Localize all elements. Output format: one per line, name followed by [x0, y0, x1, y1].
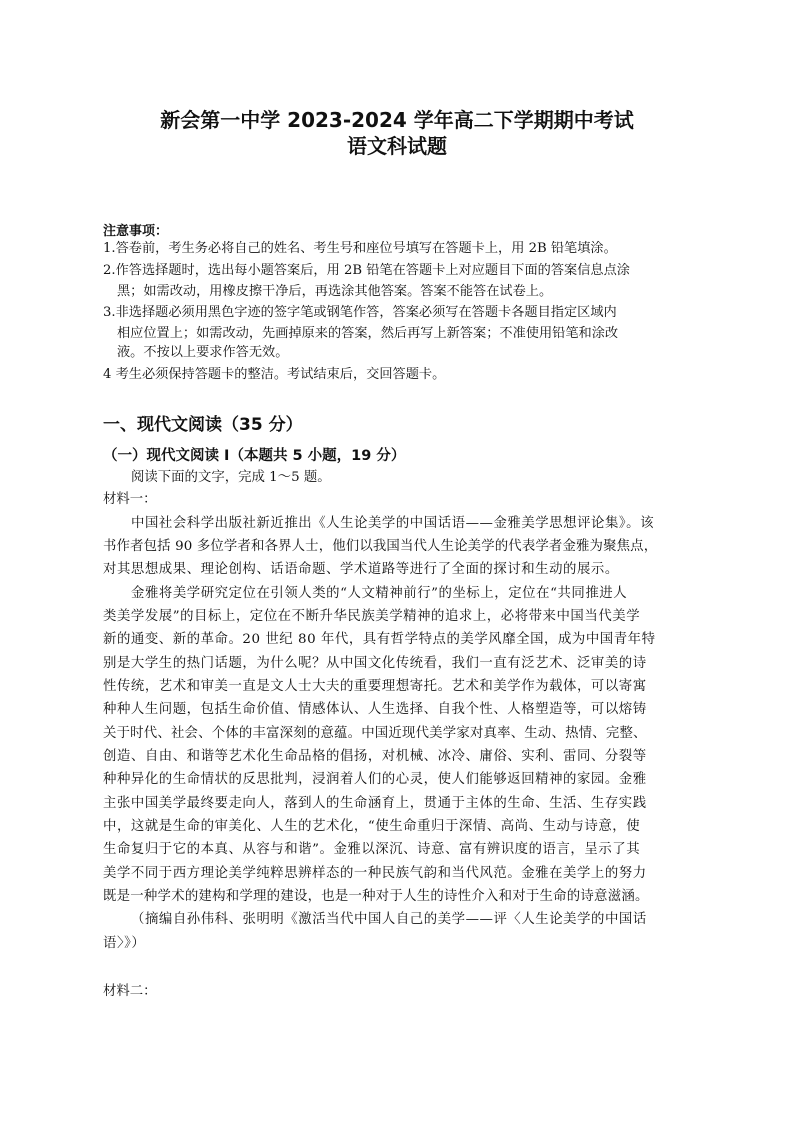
material-paragraph-line: 对其思想成果、理论创构、话语命题、学术道路等进行了全面的探讨和生动的展示。 — [103, 562, 619, 577]
notice-line: 3.非选择题必须用黑色字迹的签字笔或钢笔作答，答案必须写在答题卡各题目指定区域内 — [103, 305, 617, 320]
notice-heading: 注意事项： — [103, 224, 169, 239]
material-paragraph-line: 中，这就是生命的审美化、人生的艺术化，“使生命重归于深情、高尚、生动与诗意，使 — [103, 819, 641, 834]
material-paragraph-line: 种种人生问题，包括生命价值、情感体认、人生选择、自我个性、人格塑造等，可以熔铸 — [103, 702, 647, 717]
material-paragraph-line: 生命复归于它的本真、从容与和谐”。金雅以深沉、诗意、富有辨识度的语言，呈示了其 — [103, 842, 641, 857]
material-source: （摘编自孙伟科、张明明《激活当代中国人自己的美学——评〈人生论美学的中国话 — [131, 912, 647, 927]
notice-line: 相应位置上；如需改动，先画掉原来的答案，然后再写上新答案；不准使用铅笔和涂改 — [117, 326, 619, 341]
material-paragraph-line: 性传统，艺术和审美一直是文人士大夫的重要理想寄托。艺术和美学作为载体，可以寄寓 — [103, 679, 647, 694]
question-instruction: 阅读下面的文字，完成 1～5 题。 — [131, 470, 331, 485]
material-paragraph-line: 别是大学生的热门话题，为什么呢？从中国文化传统看，我们一直有泛艺术、泛审美的诗 — [103, 656, 647, 671]
subsection-heading: （一）现代文阅读 I（本题共 5 小题，19 分） — [103, 448, 406, 464]
exam-subtitle: 语文科试题 — [347, 134, 447, 158]
material-paragraph-line: 种种异化的生命情状的反思批判，浸润着人们的心灵，使人们能够返回精神的家园。金雅 — [103, 772, 647, 787]
material-paragraph-line: 美学不同于西方理论美学纯粹思辨样态的一种民族气韵和当代风范。金雅在美学上的努力 — [103, 866, 647, 881]
material-paragraph-line: 类美学发展”的目标上，定位在不断升华民族美学精神的追求上，必将带来中国当代美学 — [103, 609, 641, 624]
material-paragraph-line: 既是一种学术的建构和学理的建设，也是一种对于人生的诗性介入和对于生命的诗意滋涵。 — [103, 889, 649, 904]
material-paragraph-line: 新的通变、新的革命。20 世纪 80 年代，具有哲学特点的美学风靡全国，成为中国青年特 — [103, 632, 656, 647]
material-paragraph-line: 书作者包括 90 多位学者和各界人士，他们以我国当代人生论美学的代表学者金雅为聚焦点， — [103, 539, 658, 554]
material-paragraph-line: 主张中国美学最终要走向人，落到人的生命涵育上，贯通于主体的生命、生活、生存实践 — [103, 796, 647, 811]
material-paragraph-line: 金雅将美学研究定位在引领人类的“人文精神前行”的坐标上，定位在“共同推进人 — [131, 586, 628, 601]
notice-line: 2.作答选择题时，选出每小题答案后，用 2B 铅笔在答题卡上对应题目下面的答案信息点涂 — [103, 263, 630, 278]
notice-line: 4 考生必须保持答题卡的整洁。考试结束后，交回答题卡。 — [103, 367, 446, 382]
material-label: 材料一： — [103, 492, 157, 507]
notice-line: 1.答卷前，考生务必将自己的姓名、考生号和座位号填写在答题卡上，用 2B 铅笔填涂。 — [103, 241, 617, 256]
exam-title: 新会第一中学 2023-2024 学年高二下学期期中考试 — [160, 108, 634, 132]
section-heading: 一、现代文阅读（35 分） — [103, 415, 303, 435]
material-source: 语〉》） — [103, 936, 146, 951]
material-label: 材料二： — [103, 984, 157, 999]
material-paragraph-line: 中国社会科学出版社新近推出《人生论美学的中国话语——金雅美学思想评论集》。该 — [131, 516, 655, 531]
notice-line: 黑；如需改动，用橡皮擦干净后，再选涂其他答案。答案不能答在试卷上。 — [117, 284, 553, 299]
material-paragraph-line: 关于时代、社会、个体的丰富深刻的意蕴。中国近现代美学家对真率、生动、热情、完整、 — [103, 726, 647, 741]
notice-line: 液。不按以上要求作答无效。 — [117, 345, 289, 360]
material-paragraph-line: 创造、自由、和谐等艺术化生命品格的倡扬，对机械、冰冷、庸俗、实利、雷同、分裂等 — [103, 749, 647, 764]
